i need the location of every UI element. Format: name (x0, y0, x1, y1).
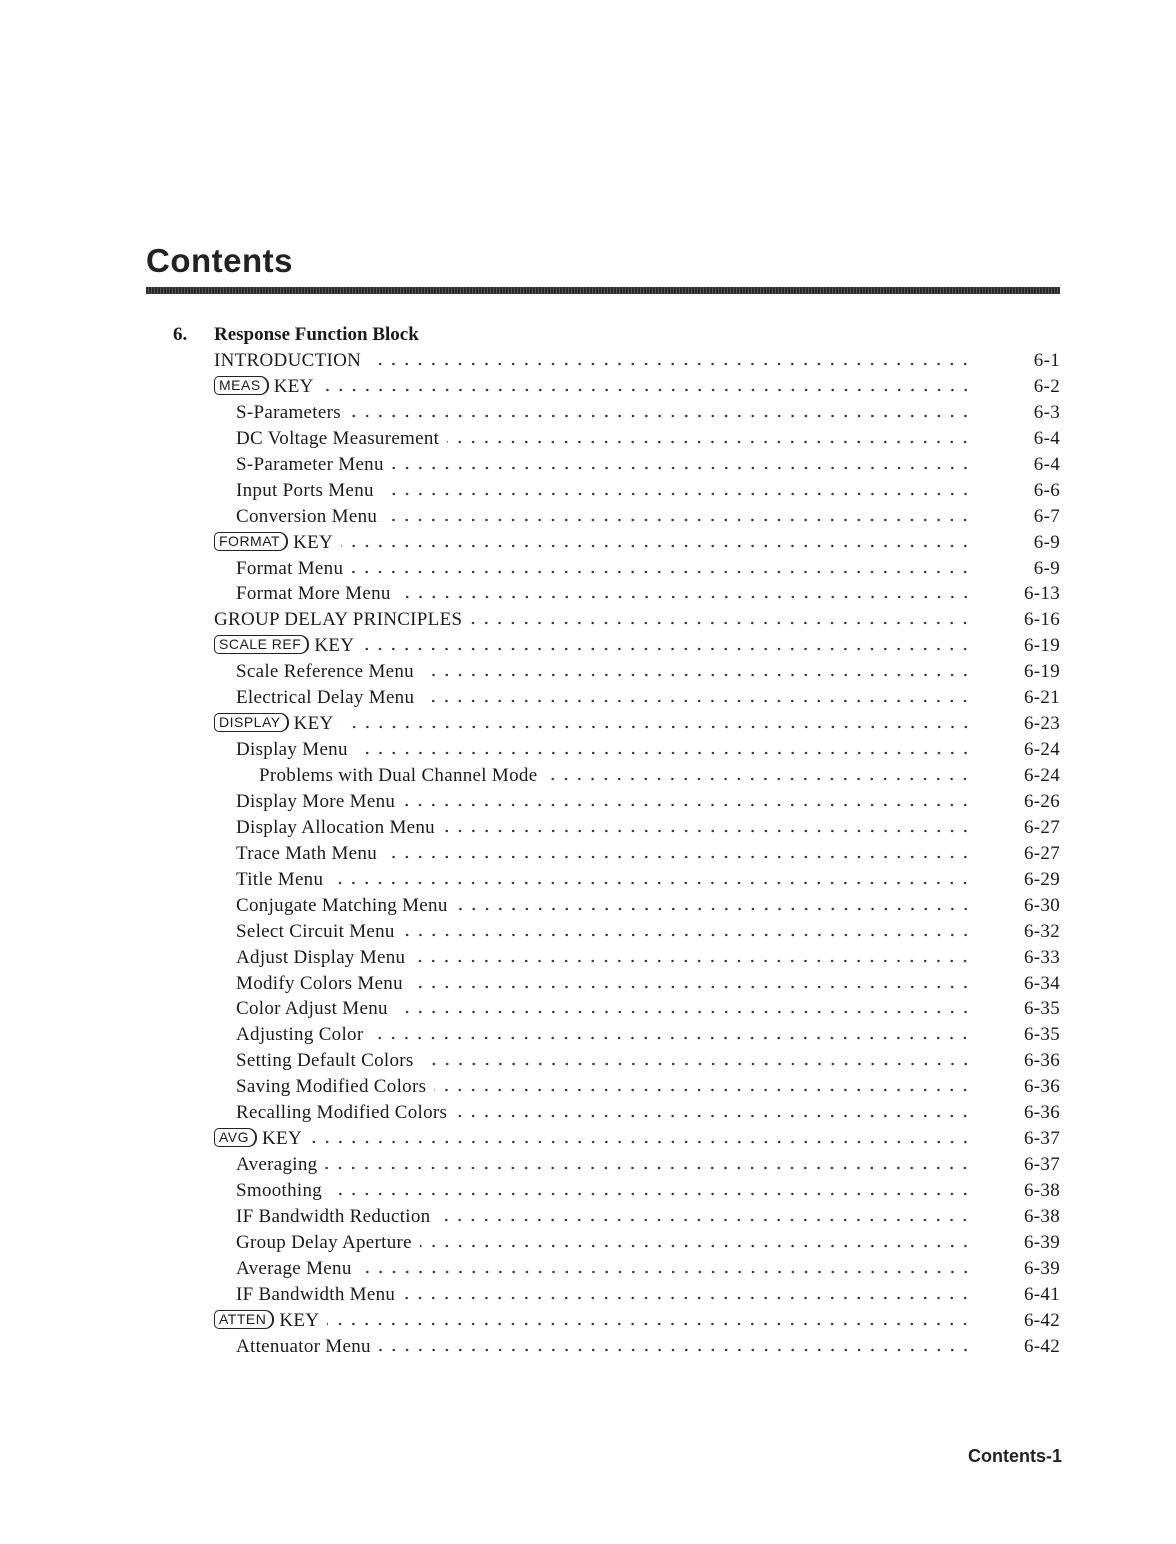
toc-page-number: 6-24 (1023, 765, 1060, 786)
toc-page-number: 6-39 (1023, 1231, 1060, 1253)
toc-entry-label (236, 895, 456, 917)
dot-leader (351, 570, 972, 574)
toc-page-number: 6-13 (1023, 583, 1060, 605)
dot-leader (385, 855, 972, 859)
dot-leader (456, 907, 972, 911)
dot-leader (322, 388, 972, 392)
toc-entry (0, 1308, 1176, 1334)
toc-entry (0, 685, 1176, 711)
toc-entry-text: KEY (279, 1309, 320, 1331)
toc-entry (0, 530, 1176, 556)
dot-leader (331, 881, 972, 885)
toc-entry-text: Adjust Display Menu (236, 946, 406, 968)
dot-leader (411, 985, 972, 989)
toc-entry-label (236, 1050, 422, 1072)
toc-entry (0, 452, 1176, 478)
toc-entry-text: IF Bandwidth Menu (236, 1283, 396, 1305)
toc-page-number: 6-37 (1023, 1154, 1060, 1176)
dot-leader (341, 544, 972, 548)
toc-entry-title (236, 895, 972, 917)
toc-page-number: 6-7 (1033, 505, 1060, 527)
toc-entry-label (236, 1284, 403, 1306)
toc-entry-title (236, 454, 972, 476)
toc-entry-title (214, 376, 972, 398)
toc-entry-text: IF Bandwidth Reduction (236, 1205, 431, 1227)
toc-entry-title (236, 921, 972, 943)
toc-entry-text: KEY (293, 713, 334, 735)
toc-entry-title (236, 1232, 972, 1254)
toc-entry-title (214, 713, 972, 735)
toc-entry-text: Problems with Dual Channel Mode (259, 765, 538, 786)
toc-entry (0, 504, 1176, 530)
toc-entry-text: Conversion Menu (236, 505, 378, 527)
toc-entry (0, 815, 1176, 841)
page-footer: Contents-1 (968, 1446, 1062, 1466)
toc-page-number: 6-19 (1023, 661, 1060, 683)
dot-leader (396, 1010, 972, 1014)
toc-entry-title (236, 869, 972, 891)
toc-entry-text: Conjugate Matching Menu (236, 894, 448, 916)
toc-page-number: 6-2 (1033, 375, 1060, 397)
toc-entry-label (236, 1076, 434, 1098)
toc-entry-title (236, 1102, 972, 1124)
toc-entry-text: Modify Colors Menu (236, 972, 403, 994)
toc-entry (0, 971, 1176, 997)
toc-entry-title (236, 1024, 972, 1046)
toc-entry-label (236, 558, 351, 580)
toc-entry-label (236, 454, 392, 476)
toc-entry (0, 1100, 1176, 1126)
toc-entry-title (236, 739, 972, 761)
toc-page-number: 6-9 (1033, 557, 1060, 579)
toc-entry (0, 789, 1176, 815)
toc-page-number: 6-36 (1023, 1050, 1060, 1072)
toc-entry-text: KEY (293, 531, 334, 553)
hardkey-label: SCALE REF (214, 635, 309, 654)
toc-page-number: 6-29 (1023, 868, 1060, 890)
toc-entry-title (236, 583, 972, 605)
toc-entry (0, 1230, 1176, 1256)
toc-entry-text: DC Voltage Measurement (236, 427, 440, 449)
toc-entry-text: Setting Default Colors (236, 1050, 414, 1072)
hardkey-label: ATTEN (214, 1310, 274, 1329)
toc-entry-label (236, 791, 403, 813)
toc-page-number: 6-4 (1033, 427, 1060, 449)
toc-entry-label (236, 998, 396, 1020)
toc-entry (0, 711, 1176, 737)
toc-entry (0, 841, 1176, 867)
toc-entry (0, 996, 1176, 1022)
toc-entry-label (236, 1024, 371, 1046)
dot-leader (420, 1244, 972, 1248)
toc-entry-title (214, 350, 972, 372)
toc-page-number: 6-24 (1023, 739, 1060, 761)
toc-entry (0, 426, 1176, 452)
toc-page-number: 6-42 (1023, 1309, 1060, 1331)
toc-page-number: 6-16 (1023, 609, 1060, 631)
toc-page-number: 6-6 (1033, 479, 1060, 501)
chapter-title: Response Function Block (214, 324, 419, 345)
toc-page-number: 6-4 (1033, 453, 1060, 475)
toc-entry (0, 659, 1176, 685)
toc-page-number: 6-3 (1033, 401, 1060, 423)
toc-entry-title (236, 791, 972, 813)
toc-entry-text: Adjusting Color (236, 1024, 364, 1046)
toc-entry-title (236, 1076, 972, 1098)
toc-entry-text: Group Delay Aperture (236, 1231, 412, 1253)
toc-page-number: 6-41 (1023, 1283, 1060, 1305)
toc-entry (0, 763, 1176, 789)
toc-entry-label (214, 350, 369, 372)
toc-entry-text: S-Parameter Menu (236, 453, 384, 475)
dot-leader (455, 1114, 972, 1118)
dot-leader (470, 621, 972, 625)
toc-entry-text: Display Menu (236, 739, 348, 761)
toc-entry-label (236, 1258, 360, 1280)
toc-entry-label (236, 1232, 420, 1254)
toc-entry-text: Format More Menu (236, 583, 391, 605)
toc-entry-text: Attenuator Menu (236, 1335, 371, 1357)
toc-entry-title (236, 661, 972, 683)
dot-leader (310, 1140, 972, 1144)
toc-entry-label (236, 583, 399, 605)
toc-page-number: 6-9 (1033, 531, 1060, 553)
dot-leader (438, 1218, 972, 1222)
toc-entry-title (236, 843, 972, 865)
page-title: Contents (146, 242, 293, 279)
dot-leader (434, 1088, 972, 1092)
dot-leader (385, 518, 972, 522)
toc-entry (0, 919, 1176, 945)
toc-entry (0, 633, 1176, 659)
toc-entry-label (236, 687, 422, 709)
toc-page-number: 6-36 (1023, 1076, 1060, 1098)
toc-page-number: 6-1 (1033, 350, 1060, 371)
toc-entry-title (236, 687, 972, 709)
toc-entry-text: Color Adjust Menu (236, 998, 388, 1020)
toc-entry-text: Input Ports Menu (236, 479, 374, 501)
toc-entry (0, 1126, 1176, 1152)
toc-entry (0, 348, 1176, 374)
toc-entry-title (214, 635, 972, 657)
toc-entry (0, 1178, 1176, 1204)
toc-entry (0, 374, 1176, 400)
toc-entry-title (214, 1310, 972, 1332)
toc-page-number: 6-23 (1023, 713, 1060, 735)
toc-entry-title (236, 1206, 972, 1228)
toc-entry-label (236, 739, 356, 761)
toc-entry-title (236, 947, 972, 969)
toc-entry (0, 607, 1176, 633)
dot-leader (325, 1166, 972, 1170)
toc-page-number: 6-35 (1023, 998, 1060, 1020)
toc-page-number: 6-38 (1023, 1180, 1060, 1201)
toc-entry-text: Display Allocation Menu (236, 816, 435, 838)
toc-entry-text: Average Menu (236, 1257, 352, 1279)
toc-entry-label (236, 973, 411, 995)
toc-entry-title (236, 973, 972, 995)
toc-entry-label (236, 947, 413, 969)
toc-entry (0, 945, 1176, 971)
toc-page-number: 6-26 (1023, 790, 1060, 812)
toc-entry (0, 400, 1176, 426)
toc-entry (0, 1048, 1176, 1074)
dot-leader (545, 777, 972, 781)
toc-entry-title (236, 506, 972, 528)
toc-entry-title (236, 1284, 972, 1306)
dot-leader (382, 492, 972, 496)
toc-entry-label (214, 376, 322, 398)
toc-entry-title (236, 428, 972, 450)
toc-page-number: 6-36 (1023, 1102, 1060, 1124)
toc-page-number: 6-37 (1023, 1128, 1060, 1150)
hardkey-label: FORMAT (214, 532, 288, 551)
toc-entry-title (214, 1128, 972, 1150)
dot-leader (422, 673, 972, 677)
toc-page-number: 6-42 (1023, 1335, 1060, 1357)
toc-page-number: 6-21 (1023, 687, 1060, 709)
dot-leader (403, 1296, 972, 1300)
hardkey-label: MEAS (214, 376, 269, 395)
toc-entry-title (236, 1154, 972, 1176)
toc-entry-label (236, 661, 422, 683)
toc-page-number: 6-27 (1023, 816, 1060, 838)
toc-entry-title (259, 765, 972, 787)
toc-entry-list (0, 348, 1176, 1360)
toc-entry (0, 1152, 1176, 1178)
toc-page-number: 6-33 (1023, 946, 1060, 968)
toc-entry-text: Smoothing (236, 1180, 323, 1201)
toc-entry-label (214, 1128, 310, 1150)
toc-entry-label (214, 1310, 327, 1332)
toc-entry-title (236, 1336, 972, 1358)
dot-leader (422, 1062, 972, 1066)
toc-page-number: 6-39 (1023, 1257, 1060, 1279)
toc-entry-label (214, 635, 362, 657)
toc-entry-text: Electrical Delay Menu (236, 687, 415, 709)
toc-page-number: 6-34 (1023, 972, 1060, 994)
dot-leader (422, 699, 972, 703)
toc-entry-title (236, 1180, 972, 1202)
toc-entry-text: Scale Reference Menu (236, 661, 414, 683)
toc-entry-text: KEY (262, 1128, 302, 1150)
toc-entry-label (236, 1154, 325, 1176)
toc-entry-label (236, 843, 385, 865)
toc-page-number: 6-27 (1023, 842, 1060, 864)
toc-entry (0, 1334, 1176, 1360)
toc-page-number: 6-19 (1023, 635, 1060, 657)
dot-leader (392, 466, 972, 470)
toc-entry-title (236, 998, 972, 1020)
toc-entry (0, 1282, 1176, 1308)
toc-entry-label (236, 480, 382, 502)
toc-entry (0, 1074, 1176, 1100)
toc-entry (0, 1204, 1176, 1230)
toc-entry-text: Trace Math Menu (236, 842, 377, 864)
toc-entry-label (236, 1180, 330, 1202)
dot-leader (349, 414, 972, 418)
chapter-heading (0, 322, 1176, 348)
toc-entry-label (236, 1102, 455, 1124)
toc-entry-text: Format Menu (236, 557, 344, 579)
table-of-contents (0, 322, 1176, 1360)
dot-leader (403, 803, 972, 807)
toc-page-number: 6-38 (1023, 1205, 1060, 1227)
toc-entry-label (236, 869, 331, 891)
toc-entry-label (236, 428, 447, 450)
dot-leader (413, 959, 972, 963)
toc-entry-text: Saving Modified Colors (236, 1076, 427, 1098)
dot-leader (362, 647, 972, 651)
toc-entry (0, 1022, 1176, 1048)
dot-leader (379, 1348, 972, 1352)
title-rule (146, 287, 1060, 294)
dot-leader (371, 1036, 972, 1040)
toc-entry-label (236, 1336, 379, 1358)
dot-leader (356, 751, 972, 755)
toc-entry-text: Select Circuit Menu (236, 920, 395, 942)
dot-leader (369, 362, 972, 366)
toc-entry-label (236, 506, 385, 528)
toc-entry (0, 893, 1176, 919)
toc-entry (0, 867, 1176, 893)
toc-page-number: 6-32 (1023, 920, 1060, 942)
toc-entry-label (236, 817, 443, 839)
toc-entry-label (214, 713, 342, 735)
toc-entry-title (236, 1258, 972, 1280)
toc-entry (0, 1256, 1176, 1282)
toc-entry-text: INTRODUCTION (214, 350, 362, 371)
toc-entry-title (236, 480, 972, 502)
dot-leader (330, 1192, 972, 1196)
toc-entry-label (236, 1206, 438, 1228)
toc-entry-text: Recalling Modified Colors (236, 1102, 448, 1124)
dot-leader (342, 725, 972, 729)
toc-entry-text: GROUP DELAY PRINCIPLES (214, 609, 463, 631)
toc-entry-title (236, 1050, 972, 1072)
dot-leader (360, 1270, 972, 1274)
toc-entry-text: Title Menu (236, 868, 324, 890)
toc-entry-title (236, 558, 972, 580)
toc-entry-title (214, 532, 972, 554)
toc-entry-text: Averaging (236, 1154, 318, 1176)
toc-entry-label (236, 402, 349, 424)
toc-page-number: 6-30 (1023, 894, 1060, 916)
toc-page-number: 6-35 (1023, 1024, 1060, 1046)
toc-entry-label (214, 609, 470, 631)
dot-leader (327, 1322, 972, 1326)
toc-entry-label (214, 532, 341, 554)
toc-entry-text: KEY (273, 375, 314, 397)
dot-leader (399, 595, 972, 599)
hardkey-label: DISPLAY (214, 713, 289, 732)
toc-entry-text: KEY (314, 635, 355, 657)
toc-entry-title (214, 609, 972, 631)
toc-entry-label (259, 765, 545, 787)
toc-entry-title (236, 402, 972, 424)
dot-leader (443, 829, 972, 833)
dot-leader (403, 933, 972, 937)
toc-entry (0, 737, 1176, 763)
toc-entry-text: S-Parameters (236, 401, 341, 423)
toc-entry-text: Display More Menu (236, 790, 396, 812)
toc-entry (0, 581, 1176, 607)
toc-entry (0, 478, 1176, 504)
dot-leader (447, 440, 972, 444)
toc-entry-label (236, 921, 403, 943)
toc-entry (0, 556, 1176, 582)
hardkey-label: AVG (214, 1128, 257, 1147)
toc-entry-title (236, 817, 972, 839)
chapter-number: 6. (173, 324, 188, 345)
